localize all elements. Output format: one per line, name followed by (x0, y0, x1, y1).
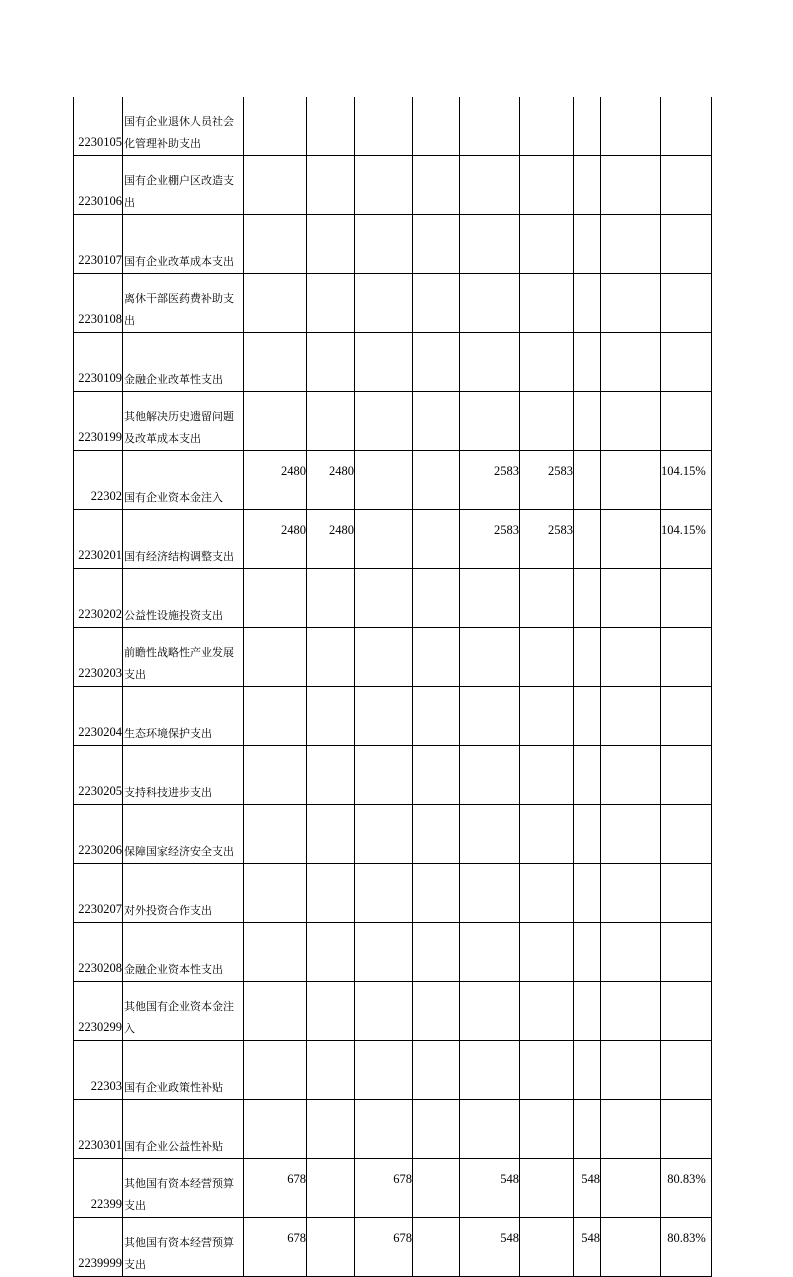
subject-name-cell: 前瞻性战略性产业发展支出 (123, 628, 244, 687)
amount-cell (413, 923, 460, 982)
subject-name-cell: 国有企业改革成本支出 (123, 215, 244, 274)
amount-cell (601, 805, 661, 864)
amount-cell (307, 333, 355, 392)
amount-cell (601, 864, 661, 923)
amount-cell: 548 (460, 1218, 520, 1277)
amount-cell: 2583 (520, 510, 574, 569)
subject-name-cell: 支持科技进步支出 (123, 746, 244, 805)
amount-cell (574, 923, 601, 982)
amount-cell (460, 805, 520, 864)
subject-name-cell: 其他国有企业资本金注入 (123, 982, 244, 1041)
amount-cell (307, 569, 355, 628)
table-row (74, 510, 712, 569)
amount-cell (413, 97, 460, 156)
table-row (74, 1100, 712, 1159)
amount-cell (413, 1041, 460, 1100)
amount-cell (413, 451, 460, 510)
amount-cell (307, 1218, 355, 1277)
table-row (74, 805, 712, 864)
table-row (74, 392, 712, 451)
amount-cell (307, 805, 355, 864)
amount-cell: 678 (355, 1159, 413, 1218)
amount-cell (520, 805, 574, 864)
subject-name-cell: 国有企业资本金注入 (123, 451, 244, 510)
amount-cell (244, 333, 307, 392)
table-row (74, 982, 712, 1041)
table-row (74, 628, 712, 687)
amount-cell (520, 215, 574, 274)
subject-code-cell: 2230108 (74, 274, 123, 333)
amount-cell (413, 805, 460, 864)
subject-code-cell: 2230301 (74, 1100, 123, 1159)
subject-name-cell: 保障国家经济安全支出 (123, 805, 244, 864)
amount-cell (307, 1041, 355, 1100)
amount-cell (460, 1041, 520, 1100)
subject-code-cell: 2230107 (74, 215, 123, 274)
amount-cell (460, 746, 520, 805)
percentage-cell: 80.83% (661, 1159, 712, 1218)
amount-cell (520, 97, 574, 156)
amount-cell (574, 1100, 601, 1159)
amount-cell: 2583 (520, 451, 574, 510)
amount-cell (520, 864, 574, 923)
amount-cell (244, 628, 307, 687)
table-row (74, 97, 712, 156)
amount-cell (244, 805, 307, 864)
amount-cell: 678 (244, 1218, 307, 1277)
amount-cell (307, 746, 355, 805)
amount-cell (574, 392, 601, 451)
amount-cell (520, 923, 574, 982)
percentage-cell (661, 805, 712, 864)
subject-name-cell: 公益性设施投资支出 (123, 569, 244, 628)
amount-cell (520, 982, 574, 1041)
amount-cell (355, 864, 413, 923)
amount-cell (355, 923, 413, 982)
percentage-cell (661, 1041, 712, 1100)
amount-cell (520, 1218, 574, 1277)
subject-code-cell: 2230299 (74, 982, 123, 1041)
amount-cell (244, 687, 307, 746)
table-row (74, 156, 712, 215)
subject-code-cell: 22303 (74, 1041, 123, 1100)
subject-name-cell: 国有企业棚户区改造支出 (123, 156, 244, 215)
amount-cell (355, 333, 413, 392)
subject-code-cell: 2230207 (74, 864, 123, 923)
amount-cell: 2480 (244, 451, 307, 510)
subject-code-cell: 2230199 (74, 392, 123, 451)
percentage-cell (661, 97, 712, 156)
subject-code-cell: 22302 (74, 451, 123, 510)
amount-cell (244, 1100, 307, 1159)
amount-cell: 2583 (460, 451, 520, 510)
subject-code-cell: 2230201 (74, 510, 123, 569)
amount-cell (601, 451, 661, 510)
amount-cell (244, 569, 307, 628)
percentage-cell (661, 923, 712, 982)
amount-cell (355, 1100, 413, 1159)
amount-cell (601, 982, 661, 1041)
amount-cell (413, 510, 460, 569)
budget-table (73, 97, 712, 1277)
percentage-cell (661, 333, 712, 392)
amount-cell: 2480 (307, 510, 355, 569)
amount-cell (355, 97, 413, 156)
table-row (74, 1159, 712, 1218)
amount-cell (460, 569, 520, 628)
amount-cell (574, 569, 601, 628)
amount-cell: 548 (460, 1159, 520, 1218)
table-row (74, 687, 712, 746)
amount-cell (601, 1218, 661, 1277)
percentage-cell (661, 1100, 712, 1159)
amount-cell (460, 392, 520, 451)
subject-code-cell: 2230206 (74, 805, 123, 864)
amount-cell (574, 510, 601, 569)
amount-cell (460, 333, 520, 392)
amount-cell (413, 982, 460, 1041)
table-row (74, 274, 712, 333)
amount-cell (307, 97, 355, 156)
amount-cell (460, 274, 520, 333)
amount-cell (460, 156, 520, 215)
amount-cell (520, 569, 574, 628)
percentage-cell (661, 215, 712, 274)
amount-cell (520, 392, 574, 451)
subject-code-cell: 2230109 (74, 333, 123, 392)
amount-cell (244, 156, 307, 215)
amount-cell (520, 1100, 574, 1159)
subject-name-cell: 其他国有资本经营预算支出 (123, 1159, 244, 1218)
amount-cell: 2480 (244, 510, 307, 569)
subject-name-cell: 金融企业资本性支出 (123, 923, 244, 982)
amount-cell (413, 628, 460, 687)
percentage-cell (661, 746, 712, 805)
amount-cell (307, 982, 355, 1041)
amount-cell (574, 333, 601, 392)
amount-cell (413, 274, 460, 333)
amount-cell (601, 628, 661, 687)
table-row (74, 333, 712, 392)
subject-code-cell: 2230202 (74, 569, 123, 628)
amount-cell (244, 274, 307, 333)
amount-cell (460, 687, 520, 746)
amount-cell (307, 864, 355, 923)
amount-cell (520, 1159, 574, 1218)
subject-name-cell: 其他解决历史遗留问题及改革成本支出 (123, 392, 244, 451)
amount-cell (413, 746, 460, 805)
amount-cell: 548 (574, 1218, 601, 1277)
amount-cell (307, 215, 355, 274)
amount-cell (413, 215, 460, 274)
amount-cell (601, 746, 661, 805)
amount-cell: 2583 (460, 510, 520, 569)
amount-cell (355, 1041, 413, 1100)
amount-cell (574, 1041, 601, 1100)
subject-name-cell: 国有企业退休人员社会化管理补助支出 (123, 97, 244, 156)
amount-cell (601, 687, 661, 746)
amount-cell (574, 156, 601, 215)
amount-cell (307, 687, 355, 746)
subject-code-cell: 22399 (74, 1159, 123, 1218)
percentage-cell (661, 864, 712, 923)
table-row (74, 215, 712, 274)
amount-cell (574, 97, 601, 156)
subject-name-cell: 国有经济结构调整支出 (123, 510, 244, 569)
percentage-cell: 80.83% (661, 1218, 712, 1277)
amount-cell (307, 1159, 355, 1218)
amount-cell (307, 274, 355, 333)
amount-cell (601, 97, 661, 156)
amount-cell (413, 569, 460, 628)
subject-name-cell: 对外投资合作支出 (123, 864, 244, 923)
subject-name-cell: 金融企业改革性支出 (123, 333, 244, 392)
amount-cell (307, 1100, 355, 1159)
amount-cell (307, 392, 355, 451)
amount-cell (355, 569, 413, 628)
table-row (74, 746, 712, 805)
amount-cell (307, 923, 355, 982)
amount-cell (413, 1100, 460, 1159)
amount-cell (460, 982, 520, 1041)
amount-cell (413, 156, 460, 215)
subject-name-cell: 离休干部医药费补助支出 (123, 274, 244, 333)
amount-cell (413, 392, 460, 451)
percentage-cell: 104.15% (661, 510, 712, 569)
amount-cell (460, 97, 520, 156)
amount-cell (574, 274, 601, 333)
amount-cell (601, 392, 661, 451)
amount-cell: 678 (355, 1218, 413, 1277)
amount-cell (413, 1159, 460, 1218)
amount-cell (574, 864, 601, 923)
amount-cell (244, 1041, 307, 1100)
amount-cell: 548 (574, 1159, 601, 1218)
amount-cell (244, 215, 307, 274)
percentage-cell (661, 156, 712, 215)
amount-cell (601, 510, 661, 569)
amount-cell (520, 333, 574, 392)
amount-cell (355, 274, 413, 333)
amount-cell (520, 746, 574, 805)
subject-code-cell: 2230203 (74, 628, 123, 687)
amount-cell (355, 805, 413, 864)
amount-cell (355, 215, 413, 274)
percentage-cell: 104.15% (661, 451, 712, 510)
amount-cell (413, 687, 460, 746)
amount-cell (574, 451, 601, 510)
amount-cell (574, 982, 601, 1041)
amount-cell (520, 687, 574, 746)
amount-cell (601, 1159, 661, 1218)
amount-cell (244, 923, 307, 982)
subject-code-cell: 2230106 (74, 156, 123, 215)
amount-cell (307, 156, 355, 215)
subject-name-cell: 其他国有资本经营预算支出 (123, 1218, 244, 1277)
table-row (74, 923, 712, 982)
amount-cell (520, 1041, 574, 1100)
amount-cell (601, 1100, 661, 1159)
amount-cell (601, 1041, 661, 1100)
amount-cell (355, 628, 413, 687)
percentage-cell (661, 628, 712, 687)
amount-cell (355, 156, 413, 215)
amount-cell: 678 (244, 1159, 307, 1218)
amount-cell (413, 1218, 460, 1277)
amount-cell (355, 982, 413, 1041)
amount-cell (460, 215, 520, 274)
subject-code-cell: 2230208 (74, 923, 123, 982)
amount-cell (601, 569, 661, 628)
amount-cell (355, 510, 413, 569)
amount-cell (460, 923, 520, 982)
percentage-cell (661, 392, 712, 451)
amount-cell (601, 333, 661, 392)
subject-name-cell: 国有企业政策性补贴 (123, 1041, 244, 1100)
amount-cell (355, 687, 413, 746)
amount-cell (460, 1100, 520, 1159)
amount-cell (413, 333, 460, 392)
amount-cell (355, 392, 413, 451)
table-row (74, 569, 712, 628)
amount-cell (601, 274, 661, 333)
percentage-cell (661, 569, 712, 628)
subject-name-cell: 国有企业公益性补贴 (123, 1100, 244, 1159)
table-row (74, 451, 712, 510)
table-row (74, 1041, 712, 1100)
amount-cell (520, 628, 574, 687)
amount-cell (574, 687, 601, 746)
amount-cell (574, 628, 601, 687)
percentage-cell (661, 687, 712, 746)
amount-cell (244, 864, 307, 923)
amount-cell (244, 97, 307, 156)
amount-cell (601, 215, 661, 274)
amount-cell (601, 156, 661, 215)
amount-cell (520, 274, 574, 333)
subject-code-cell: 2230105 (74, 97, 123, 156)
table-row (74, 1218, 712, 1277)
amount-cell (460, 864, 520, 923)
amount-cell (244, 982, 307, 1041)
subject-code-cell: 2239999 (74, 1218, 123, 1277)
amount-cell (244, 746, 307, 805)
subject-code-cell: 2230205 (74, 746, 123, 805)
amount-cell (307, 628, 355, 687)
subject-name-cell: 生态环境保护支出 (123, 687, 244, 746)
amount-cell: 2480 (307, 451, 355, 510)
amount-cell (601, 923, 661, 982)
amount-cell (413, 864, 460, 923)
amount-cell (244, 392, 307, 451)
amount-cell (460, 628, 520, 687)
percentage-cell (661, 274, 712, 333)
amount-cell (355, 451, 413, 510)
amount-cell (355, 746, 413, 805)
amount-cell (574, 215, 601, 274)
table-row (74, 864, 712, 923)
amount-cell (574, 805, 601, 864)
percentage-cell (661, 982, 712, 1041)
amount-cell (520, 156, 574, 215)
subject-code-cell: 2230204 (74, 687, 123, 746)
amount-cell (574, 746, 601, 805)
